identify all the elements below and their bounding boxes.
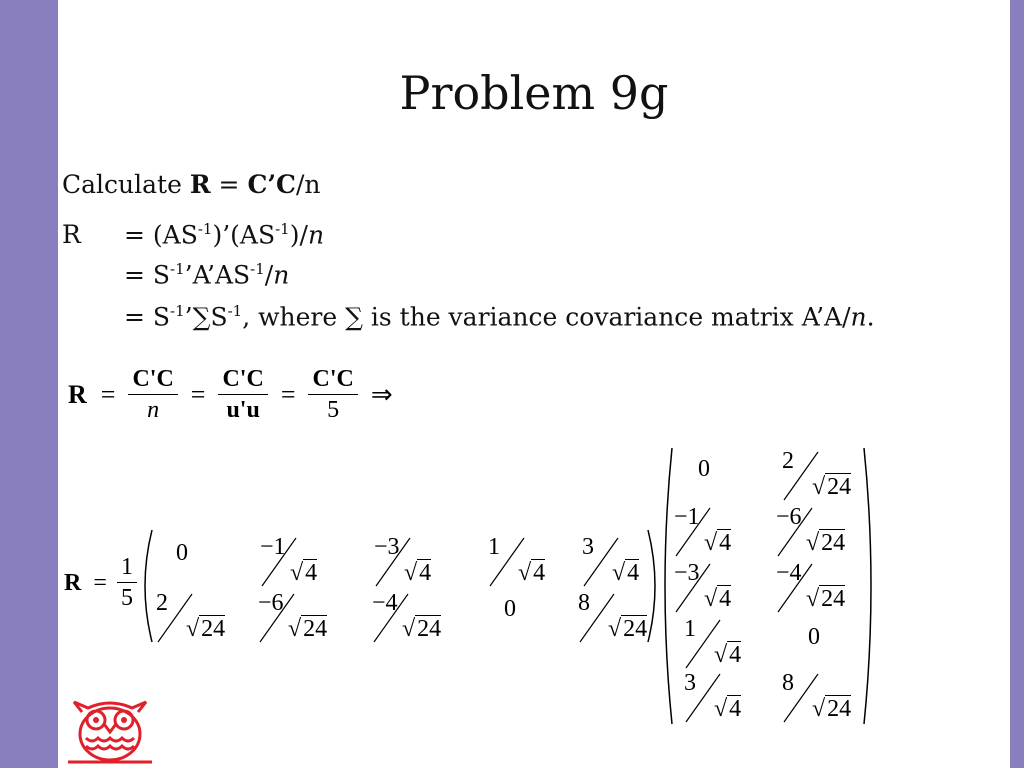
eq-sign: = bbox=[93, 570, 107, 596]
text: )’(AS bbox=[212, 220, 276, 250]
matrix-cell: 0 bbox=[504, 596, 516, 622]
skew-fraction bbox=[254, 590, 334, 646]
numerator: 8 bbox=[578, 590, 590, 616]
superscript: -1 bbox=[227, 302, 243, 320]
denominator bbox=[288, 616, 327, 643]
numerator: C'C bbox=[308, 364, 357, 395]
line-calculate bbox=[62, 170, 320, 199]
italic-n: n bbox=[273, 260, 290, 290]
skew-fraction bbox=[370, 534, 450, 590]
superscript: -1 bbox=[275, 220, 290, 238]
matrix-cell: 0 bbox=[808, 624, 820, 650]
italic-n: n bbox=[307, 220, 325, 250]
fraction-cc-uu bbox=[218, 364, 267, 425]
right-paren bbox=[860, 446, 880, 726]
denominator bbox=[290, 560, 317, 587]
numerator: −1 bbox=[674, 504, 700, 530]
denominator: 5 bbox=[327, 397, 340, 423]
radical-sign: √ bbox=[714, 642, 728, 668]
radical-sign: √ bbox=[812, 696, 826, 722]
denominator bbox=[404, 560, 431, 587]
denominator: n bbox=[147, 397, 160, 423]
skew-fraction bbox=[670, 504, 750, 560]
skew-fraction bbox=[368, 590, 448, 646]
italic-n: n bbox=[850, 302, 867, 332]
radicand: 4 bbox=[419, 560, 432, 586]
radical-sign: √ bbox=[612, 560, 626, 586]
radical-sign: √ bbox=[290, 560, 304, 586]
numerator: −3 bbox=[674, 560, 700, 586]
radical-sign: √ bbox=[714, 696, 728, 722]
denominator bbox=[714, 696, 741, 723]
text: R bbox=[62, 220, 81, 249]
numerator: −1 bbox=[260, 534, 286, 560]
radical-sign: √ bbox=[186, 616, 200, 642]
radical-sign: √ bbox=[404, 560, 418, 586]
denominator bbox=[806, 530, 845, 557]
text: /n bbox=[295, 170, 321, 199]
text: A’A bbox=[801, 302, 843, 332]
text: ’A’AS bbox=[184, 260, 251, 290]
radicand: 24 bbox=[303, 616, 328, 642]
scalar-frac bbox=[117, 552, 137, 613]
radicand: 24 bbox=[623, 616, 648, 642]
denominator bbox=[812, 696, 851, 723]
text: . bbox=[866, 302, 875, 332]
numerator: C'C bbox=[218, 364, 267, 395]
numerator: C'C bbox=[128, 364, 177, 395]
radicand: 24 bbox=[827, 696, 852, 722]
radicand: 24 bbox=[827, 474, 852, 500]
denominator bbox=[518, 560, 545, 587]
numerator: −6 bbox=[258, 590, 284, 616]
skew-fraction bbox=[670, 560, 750, 616]
skew-fraction bbox=[484, 534, 564, 590]
radicand: 4 bbox=[729, 642, 742, 668]
text: = bbox=[124, 220, 153, 250]
skew-fraction bbox=[680, 670, 760, 726]
numerator: −6 bbox=[776, 504, 802, 530]
numerator: 2 bbox=[782, 448, 794, 474]
eq-sign: = bbox=[280, 379, 296, 409]
text: S bbox=[152, 302, 171, 332]
owl-logo-icon bbox=[68, 698, 152, 764]
denominator bbox=[608, 616, 647, 643]
bold-R: R bbox=[189, 170, 211, 199]
text: = bbox=[210, 170, 248, 199]
radical-sign: √ bbox=[608, 616, 622, 642]
radical-sign: √ bbox=[288, 616, 302, 642]
denominator bbox=[186, 616, 225, 643]
denominator bbox=[806, 586, 845, 613]
radicand: 4 bbox=[719, 586, 732, 612]
superscript: -1 bbox=[170, 260, 185, 278]
radicand: 4 bbox=[627, 560, 640, 586]
line-r-expr bbox=[124, 220, 324, 249]
radicand: 4 bbox=[533, 560, 546, 586]
numerator: 1 bbox=[117, 552, 137, 583]
radical-sign: √ bbox=[704, 530, 718, 556]
radicand: 4 bbox=[729, 696, 742, 722]
numerator: 2 bbox=[156, 590, 168, 616]
text: / bbox=[842, 302, 851, 332]
radical-sign: √ bbox=[812, 474, 826, 500]
matrix-cell: 0 bbox=[698, 456, 710, 482]
line-r-step2 bbox=[124, 260, 289, 289]
radicand: 24 bbox=[821, 586, 846, 612]
eq-lhs: R bbox=[68, 379, 87, 409]
skew-fraction bbox=[772, 504, 852, 560]
radical-sign: √ bbox=[402, 616, 416, 642]
denominator bbox=[812, 474, 851, 501]
line-r-step3 bbox=[124, 302, 875, 331]
denominator bbox=[704, 530, 731, 557]
radicand: 24 bbox=[201, 616, 226, 642]
text: / bbox=[299, 220, 308, 250]
text: , where ∑ is the variance covariance matrix bbox=[242, 302, 802, 332]
numerator: −4 bbox=[776, 560, 802, 586]
numerator: −4 bbox=[372, 590, 398, 616]
denominator bbox=[402, 616, 441, 643]
skew-fraction bbox=[778, 670, 858, 726]
numerator: 3 bbox=[582, 534, 594, 560]
slide bbox=[58, 0, 1010, 768]
text: Calculate bbox=[62, 170, 190, 199]
text: (AS bbox=[152, 220, 198, 250]
denominator bbox=[704, 586, 731, 613]
text: ) bbox=[289, 220, 300, 250]
denominator bbox=[612, 560, 639, 587]
matrix-cell: 0 bbox=[176, 540, 188, 566]
denominator: u'u bbox=[226, 397, 260, 423]
text: / bbox=[264, 260, 274, 290]
radical-sign: √ bbox=[704, 586, 718, 612]
text: = bbox=[124, 260, 153, 290]
radical-sign: √ bbox=[806, 530, 820, 556]
numerator: 1 bbox=[684, 616, 696, 642]
skew-fraction bbox=[152, 590, 232, 646]
radicand: 24 bbox=[417, 616, 442, 642]
eq2-lhs bbox=[64, 570, 107, 597]
bold-C: C’C bbox=[247, 170, 296, 199]
superscript: -1 bbox=[250, 260, 265, 278]
denominator bbox=[714, 642, 741, 669]
text: ’∑S bbox=[184, 302, 228, 332]
radicand: 4 bbox=[305, 560, 318, 586]
numerator: 3 bbox=[684, 670, 696, 696]
eq-sign: = bbox=[190, 379, 206, 409]
skew-fraction bbox=[574, 590, 654, 646]
skew-fraction bbox=[778, 448, 858, 504]
skew-fraction bbox=[772, 560, 852, 616]
fraction-cc-n bbox=[128, 364, 177, 425]
skew-fraction bbox=[680, 616, 760, 672]
skew-fraction bbox=[578, 534, 658, 590]
numerator: −3 bbox=[374, 534, 400, 560]
radical-sign: √ bbox=[806, 586, 820, 612]
fraction-cc-5 bbox=[308, 364, 357, 425]
bold-R: R bbox=[64, 570, 82, 596]
superscript: -1 bbox=[197, 220, 213, 238]
denominator: 5 bbox=[121, 585, 133, 611]
radical-sign: √ bbox=[518, 560, 532, 586]
implies-arrow: ⇒ bbox=[370, 379, 393, 409]
eq-sign: = bbox=[100, 379, 116, 409]
superscript: -1 bbox=[170, 302, 185, 320]
slide-title: Problem 9g bbox=[399, 66, 669, 120]
skew-fraction bbox=[256, 534, 336, 590]
radicand: 24 bbox=[821, 530, 846, 556]
radicand: 4 bbox=[719, 530, 732, 556]
text: S bbox=[152, 260, 171, 290]
line-r-def bbox=[62, 220, 81, 249]
numerator: 8 bbox=[782, 670, 794, 696]
equation-r-fractions bbox=[64, 364, 397, 425]
text: = bbox=[124, 302, 153, 332]
numerator: 1 bbox=[488, 534, 500, 560]
